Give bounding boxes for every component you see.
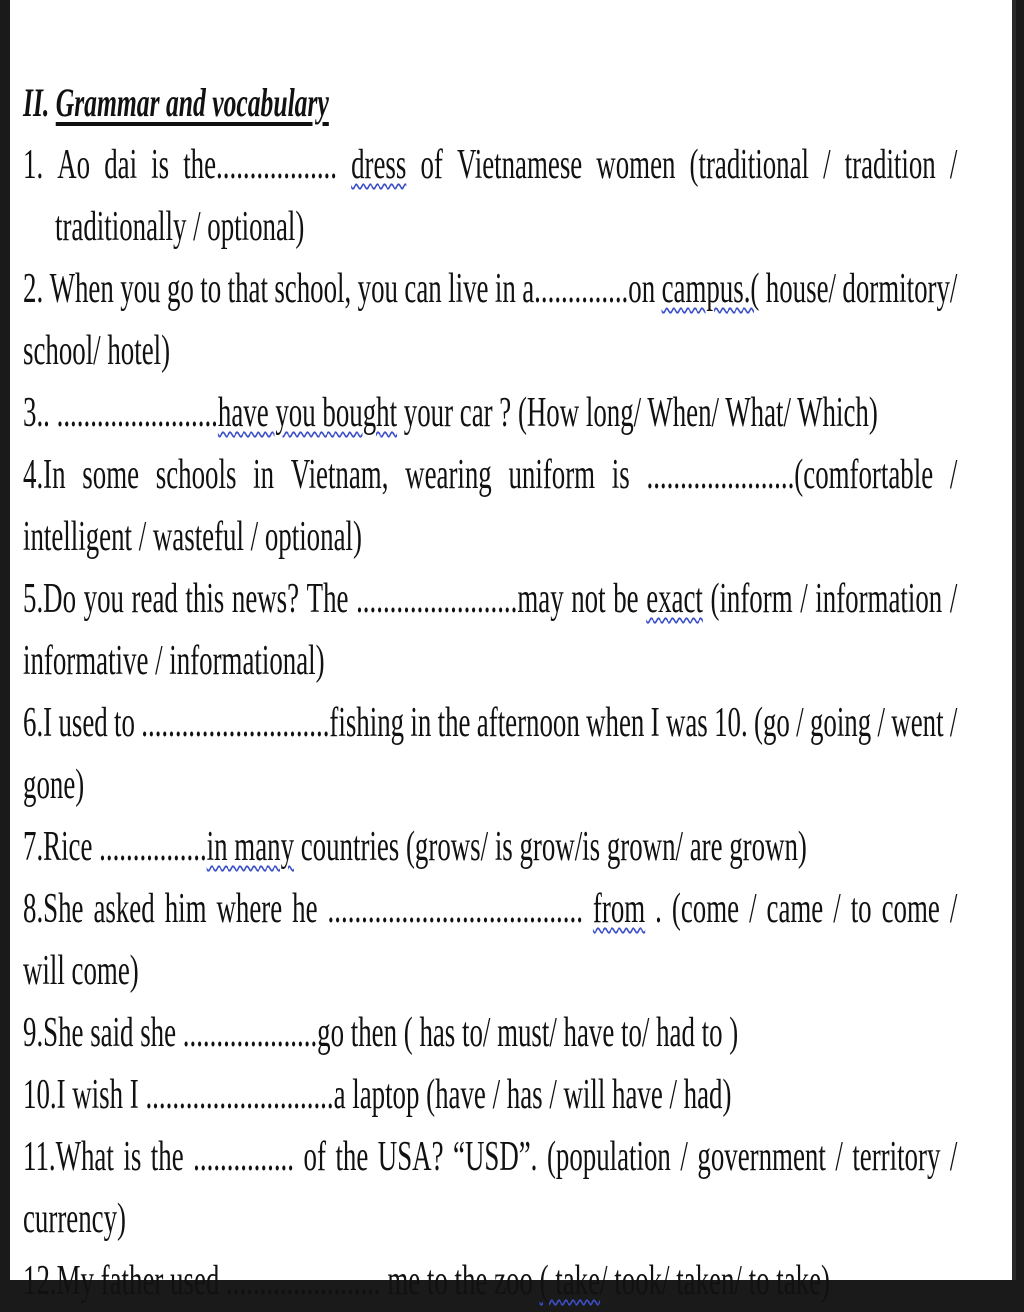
- text: 12.My father used ....................... me to the zoo: [23, 1258, 540, 1304]
- word: 8.She: [23, 886, 84, 932]
- question-6-line-1: [23, 692, 957, 754]
- word: used: [58, 700, 108, 746]
- word: school,: [274, 266, 352, 312]
- question-7-line-1: [23, 816, 957, 878]
- word: is: [151, 142, 170, 188]
- word: The: [306, 576, 349, 622]
- word: dormitory/: [842, 266, 958, 312]
- word: /: [800, 576, 808, 622]
- word: government: [697, 1134, 826, 1180]
- question-4-line-2: intelligent / wasteful / optional): [23, 514, 362, 560]
- word: information: [815, 576, 943, 622]
- word: in: [253, 452, 275, 498]
- blank: a..............on: [522, 266, 656, 312]
- word: /: [949, 576, 958, 622]
- question-10-line-1: 10.I wish I ............................a laptop (have / has / will have / had): [23, 1072, 732, 1118]
- blank: ........................may: [356, 576, 564, 622]
- text: countries (grows/ is grow/is grown/ are grown): [294, 824, 807, 870]
- text: / took/ taken/ to take): [600, 1258, 830, 1304]
- word: where: [216, 886, 283, 932]
- question-9-line-1: 9.She said she ....................go then ( has to/ must/ have to/ had to ): [23, 1010, 739, 1056]
- word: Ao: [57, 142, 91, 188]
- word: he: [292, 886, 318, 932]
- word: read: [131, 576, 178, 622]
- question-8-line-2: will come): [23, 948, 139, 994]
- word: /: [823, 142, 831, 188]
- word: (population: [546, 1134, 671, 1180]
- word: house/: [765, 266, 836, 312]
- word: /: [949, 886, 958, 932]
- word: /: [949, 1134, 958, 1180]
- word: live: [448, 266, 489, 312]
- word: be: [613, 576, 639, 622]
- question-2-line-1: [23, 258, 957, 320]
- word: tradition: [844, 142, 936, 188]
- word: can: [404, 266, 442, 312]
- word: news?: [231, 576, 300, 622]
- word: of: [303, 1134, 326, 1180]
- word: going: [809, 700, 872, 746]
- text: 3.. ........................: [23, 390, 218, 436]
- word: him: [164, 886, 207, 932]
- question-5-line-1: [23, 568, 957, 630]
- word-flagged: ( take: [539, 1258, 601, 1304]
- word-flagged: campus.(: [661, 266, 760, 312]
- word: came: [766, 886, 824, 932]
- word: to: [114, 700, 135, 746]
- word-flagged: from: [592, 886, 646, 932]
- word: /: [749, 886, 757, 932]
- word: .: [655, 886, 662, 932]
- word: (go: [754, 700, 790, 746]
- word: 11.What: [23, 1134, 114, 1180]
- question-6-line-2: gone): [23, 762, 85, 808]
- question-11-line-2: currency): [23, 1196, 126, 1242]
- word: When: [49, 266, 114, 312]
- word: /: [877, 700, 885, 746]
- word: was: [665, 700, 708, 746]
- word: you: [357, 266, 398, 312]
- word-flagged: exact: [646, 576, 703, 622]
- word: 10.: [714, 700, 748, 746]
- word: Vietnam,: [290, 452, 389, 498]
- word: in: [494, 266, 516, 312]
- word: dai: [104, 142, 138, 188]
- word: 5.Do: [23, 576, 77, 622]
- blank: ......................................: [327, 886, 583, 932]
- question-5-line-2: informative / informational): [23, 638, 325, 684]
- word: 6.I: [23, 700, 53, 746]
- blank: ............................fishing: [141, 700, 405, 746]
- section-number: II.: [23, 80, 50, 125]
- word: Vietnamese: [456, 142, 583, 188]
- word: /: [796, 700, 804, 746]
- word: of: [420, 142, 443, 188]
- word: 2.: [23, 266, 44, 312]
- section-title: Grammar and vocabulary: [55, 80, 329, 125]
- question-4-line-1: [23, 444, 957, 506]
- word: /: [680, 1134, 688, 1180]
- exercise-content: [23, 72, 958, 1312]
- word: territory: [852, 1134, 941, 1180]
- word: is: [123, 1134, 142, 1180]
- question-1-line-2: traditionally / optional): [55, 204, 305, 250]
- blank: ...............: [193, 1134, 294, 1180]
- word: asked: [93, 886, 155, 932]
- word: in: [410, 700, 432, 746]
- word: /: [833, 886, 841, 932]
- word: uniform: [508, 452, 596, 498]
- word: USA?: [377, 1134, 444, 1180]
- word-flagged: have you bought: [217, 390, 398, 436]
- word: this: [185, 576, 225, 622]
- word-flagged: dress: [351, 142, 407, 188]
- word: when: [586, 700, 645, 746]
- word: you: [83, 576, 124, 622]
- word: afternoon: [476, 700, 580, 746]
- word: you: [120, 266, 161, 312]
- word: come: [881, 886, 940, 932]
- page-edge: [1012, 0, 1016, 1280]
- word: go: [166, 266, 194, 312]
- word: wearing: [405, 452, 492, 498]
- section-heading: [23, 72, 535, 134]
- question-8-line-1: [23, 878, 957, 940]
- text: 7.Rice ................: [23, 824, 207, 870]
- word: is: [611, 452, 630, 498]
- word: the: [335, 1134, 369, 1180]
- word: /: [949, 452, 958, 498]
- document-page: [10, 0, 1016, 1304]
- word: to: [850, 886, 872, 932]
- word: the: [437, 700, 471, 746]
- word: 1.: [23, 142, 44, 188]
- question-3-line-1: [23, 382, 957, 444]
- word: (traditional: [689, 142, 809, 188]
- word: /: [949, 700, 958, 746]
- word: schools: [155, 452, 237, 498]
- word: /: [835, 1134, 843, 1180]
- word: (come: [671, 886, 740, 932]
- word: I: [650, 700, 660, 746]
- blank: ......................(comfortable: [646, 452, 934, 498]
- word-flagged: in many: [206, 824, 295, 870]
- blank: the..................: [183, 142, 337, 188]
- word: “USD”.: [453, 1134, 538, 1180]
- word: some: [82, 452, 140, 498]
- word: women: [596, 142, 676, 188]
- question-12-line-1: [23, 1250, 957, 1312]
- word: went: [891, 700, 944, 746]
- word: to: [200, 266, 222, 312]
- question-1-line-1: [23, 134, 957, 196]
- word: not: [571, 576, 606, 622]
- question-11-line-1: [23, 1126, 957, 1188]
- word: 4.In: [23, 452, 66, 498]
- word: /: [949, 142, 958, 188]
- word: (inform: [710, 576, 793, 622]
- question-2-line-2: school/ hotel): [23, 328, 171, 374]
- word: the: [150, 1134, 184, 1180]
- word: that: [227, 266, 268, 312]
- text: your car ? (How long/ When/ What/ Which): [397, 390, 878, 436]
